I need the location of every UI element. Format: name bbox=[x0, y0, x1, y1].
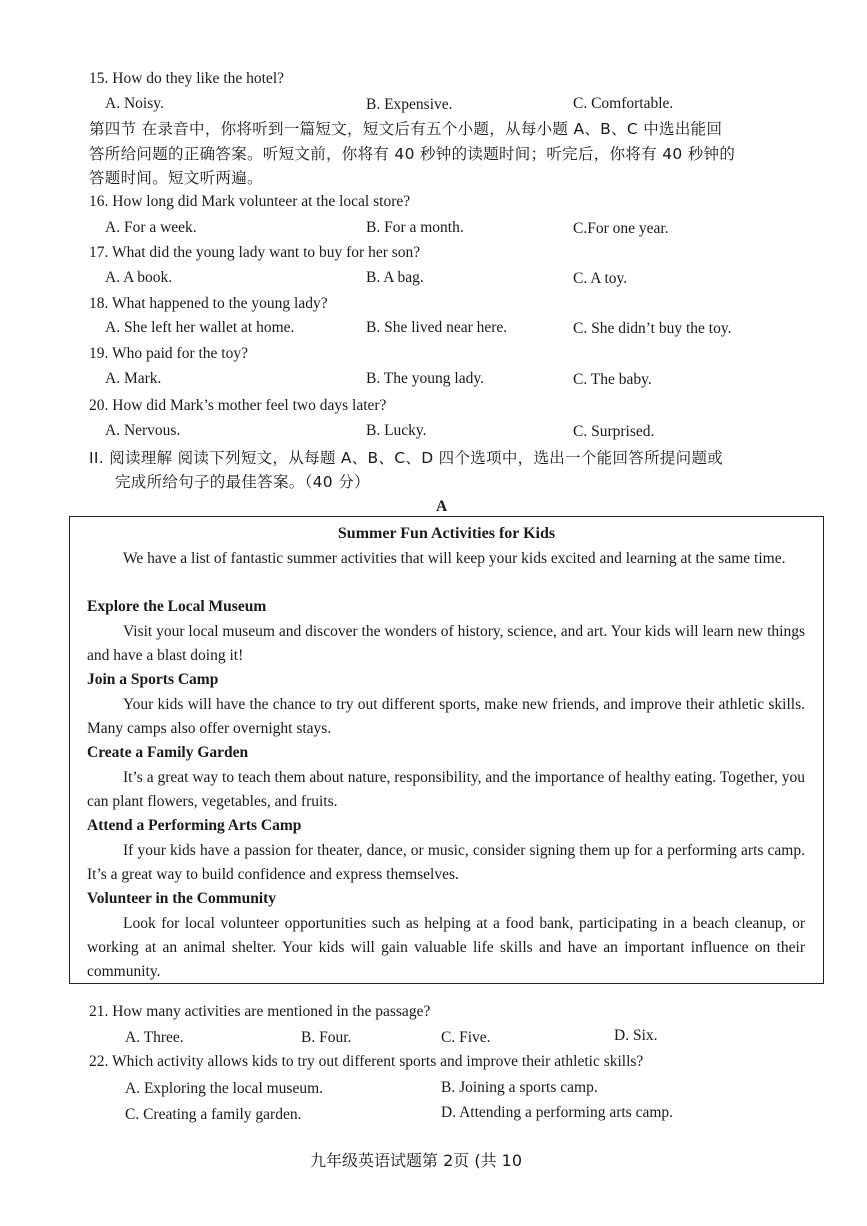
question-19-stem: 19. Who paid for the toy? bbox=[89, 345, 248, 362]
passage-paragraph-garden bbox=[87, 766, 805, 814]
question-21-option-b: B. Four. bbox=[301, 1029, 352, 1046]
question-18-option-b: B. She lived near here. bbox=[366, 319, 508, 336]
question-15-option-b: B. Expensive. bbox=[366, 96, 453, 113]
passage-paragraph-sports-text: Your kids will have the chance to try out different sports, make new friends, and improve their athletic skills. Many camps also offer overnight stays. bbox=[87, 696, 805, 737]
passage-paragraph-museum-text: Visit your local museum and discover the wonders of history, science, and art. Your kids will learn new things and have a blast doing it! bbox=[87, 623, 805, 664]
question-20-option-a: A. Nervous. bbox=[105, 422, 181, 439]
question-20-stem: 20. How did Mark’s mother feel two days later? bbox=[89, 397, 387, 414]
question-21-option-a: A. Three. bbox=[125, 1029, 184, 1046]
passage-heading-arts: Attend a Performing Arts Camp bbox=[87, 817, 302, 834]
question-18-stem: 18. What happened to the young lady? bbox=[89, 295, 328, 312]
question-20-option-c: C. Surprised. bbox=[573, 423, 655, 440]
question-21-stem: 21. How many activities are mentioned in the passage? bbox=[89, 1003, 431, 1020]
question-19-option-c: C. The baby. bbox=[573, 371, 652, 388]
question-16-option-c: C.For one year. bbox=[573, 220, 669, 237]
question-22-stem: 22. Which activity allows kids to try out different sports and improve their athletic skills? bbox=[89, 1053, 644, 1070]
part2-instruction-line1: II. 阅读理解 阅读下列短文，从每题 A、B、C、D 四个选项中，选出一个能回答所提问题或 bbox=[89, 449, 724, 467]
question-17-option-c: C. A toy. bbox=[573, 270, 628, 287]
question-16-stem: 16. How long did Mark volunteer at the local store? bbox=[89, 193, 411, 210]
section4-instruction-line1: 第四节 在录音中，你将听到一篇短文，短文后有五个小题，从每小题 A、B、C 中选出能回 bbox=[89, 120, 723, 138]
question-20-option-b: B. Lucky. bbox=[366, 422, 427, 439]
question-17-option-b: B. A bag. bbox=[366, 269, 424, 286]
passage-heading-sports: Join a Sports Camp bbox=[87, 671, 219, 688]
question-16-option-b: B. For a month. bbox=[366, 219, 464, 236]
question-22-option-d: D. Attending a performing arts camp. bbox=[441, 1104, 674, 1121]
question-21-option-c: C. Five. bbox=[441, 1029, 491, 1046]
question-19-option-a: A. Mark. bbox=[105, 370, 162, 387]
question-15-option-c: C. Comfortable. bbox=[573, 95, 674, 112]
question-21-option-d: D. Six. bbox=[614, 1027, 658, 1044]
section4-instruction-line2: 答所给问题的正确答案。听短文前，你将有 40 秒钟的读题时间；听完后，你将有 40 秒钟的 bbox=[89, 145, 736, 163]
question-18-option-c: C. She didn’t buy the toy. bbox=[573, 320, 732, 337]
passage-paragraph-arts-text: If your kids have a passion for theater, dance, or music, consider signing them up for a performing arts camp. It’s a great way to build confidence and express themselves. bbox=[87, 842, 805, 883]
question-17-option-a: A. A book. bbox=[105, 269, 173, 286]
passage-heading-volunteer: Volunteer in the Community bbox=[87, 890, 277, 907]
passage-paragraph-volunteer-text: Look for local volunteer opportunities such as helping at a food bank, participating in a beach cleanup, or working at an animal shelter. Your kids will gain valuable life skills and have an important influence on their community. bbox=[87, 915, 805, 980]
passage-box bbox=[69, 516, 824, 984]
question-19-option-b: B. The young lady. bbox=[366, 370, 484, 387]
question-15-option-a: A. Noisy. bbox=[105, 95, 164, 112]
question-22-option-a: A. Exploring the local museum. bbox=[125, 1080, 324, 1097]
passage-heading-museum: Explore the Local Museum bbox=[87, 598, 267, 615]
passage-section-letter: A bbox=[436, 498, 448, 515]
passage-paragraph-arts bbox=[87, 839, 805, 887]
page-footer: 九年级英语试题第 2页 (共 10 bbox=[310, 1151, 523, 1170]
section4-instruction-line3: 答题时间。短文听两遍。 bbox=[89, 169, 263, 187]
question-22-option-b: B. Joining a sports camp. bbox=[441, 1079, 598, 1096]
passage-paragraph-sports bbox=[87, 693, 805, 741]
passage-intro-text: We have a list of fantastic summer activities that will keep your kids excited and learning at the same time. bbox=[123, 550, 786, 567]
part2-instruction-line2: 完成所给句子的最佳答案。（40 分） bbox=[115, 473, 370, 491]
question-18-option-a: A. She left her wallet at home. bbox=[105, 319, 295, 336]
question-17-stem: 17. What did the young lady want to buy for her son? bbox=[89, 244, 421, 261]
question-15-stem: 15. How do they like the hotel? bbox=[89, 70, 284, 87]
question-16-option-a: A. For a week. bbox=[105, 219, 197, 236]
passage-paragraph-garden-text: It’s a great way to teach them about nature, responsibility, and the importance of healthy eating. Together, you can plant flowers, vegetables, and fruits. bbox=[87, 769, 805, 810]
passage-paragraph-museum bbox=[87, 620, 805, 668]
question-22-option-c: C. Creating a family garden. bbox=[125, 1106, 302, 1123]
passage-paragraph-volunteer bbox=[87, 912, 805, 984]
passage-heading-garden: Create a Family Garden bbox=[87, 744, 249, 761]
passage-intro bbox=[87, 547, 805, 571]
passage-title: Summer Fun Activities for Kids bbox=[337, 525, 556, 542]
